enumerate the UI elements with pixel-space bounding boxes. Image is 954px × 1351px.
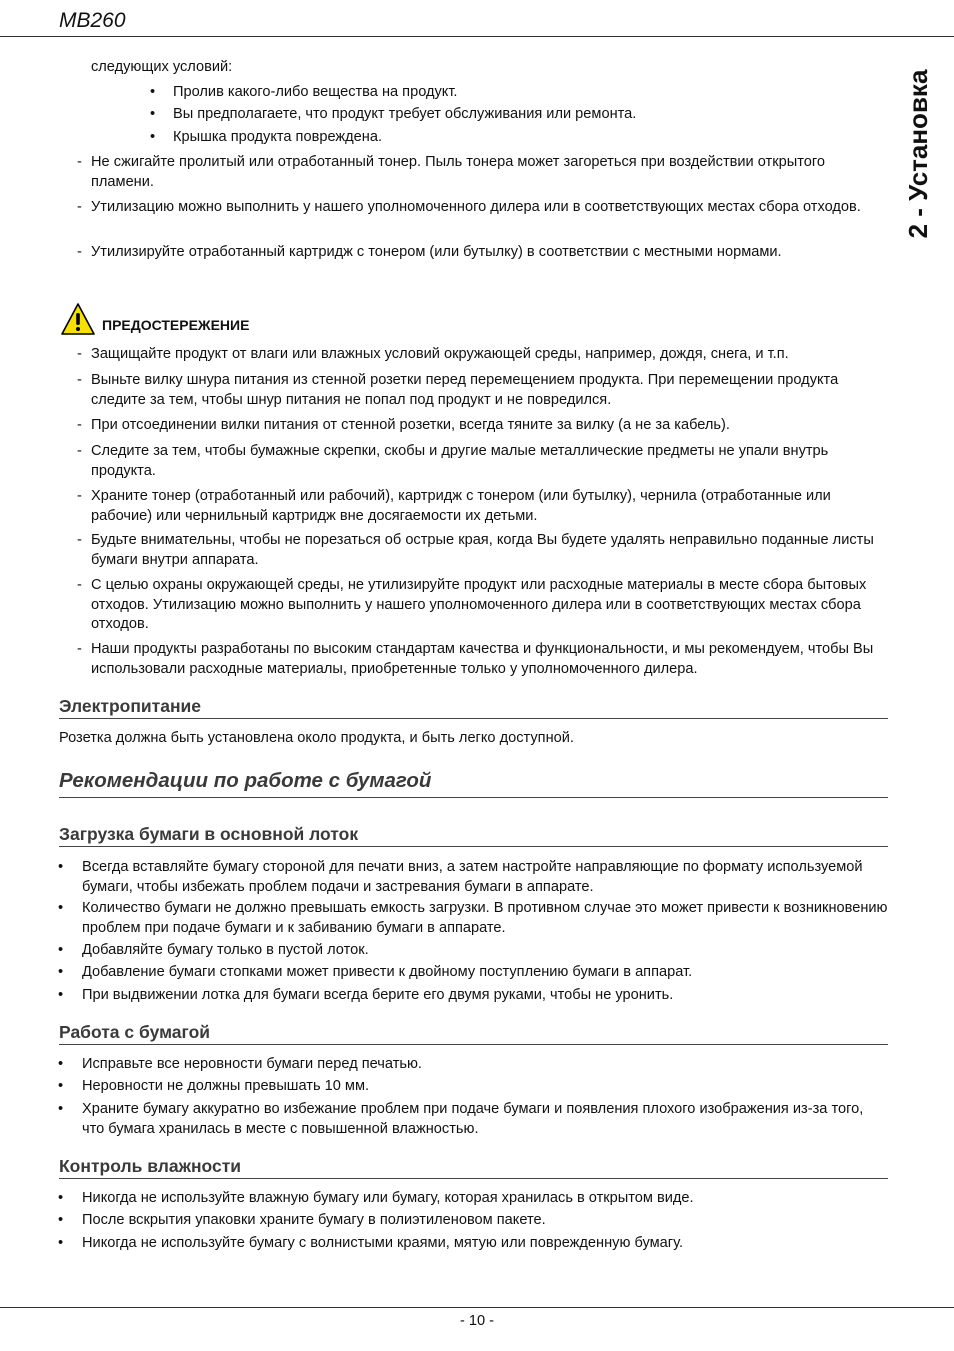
list-item: • Количество бумаги не должно превышать емкость загрузки. В противном случае это может привести к возникновению проблем при подаче бумаги и к забиванию бумаги в аппарате. — [82, 899, 888, 938]
caution-title: ПРЕДОСТЕРЕЖЕНИЕ — [102, 317, 250, 333]
list-item: • Добавление бумаги стопками может привести к двойному поступлению бумаги в аппарат. — [82, 963, 888, 983]
list-item: • Храните бумагу аккуратно во избежание проблем при подаче бумаги и появления плохого изображения из-за того, что бумага хранилась в месте с повышенной влажностью. — [82, 1100, 888, 1139]
list-item: • При выдвижении лотка для бумаги всегда берите его двумя руками, чтобы не уронить. — [82, 986, 888, 1006]
list-item: • Никогда не используйте бумагу с волнистыми краями, мятую или поврежденную бумагу. — [82, 1234, 888, 1254]
list-item: - С целью охраны окружающей среды, не утилизируйте продукт или расходные материалы в месте сбора бытовых отходов. Утилизацию можно выполнить у нашего уполномоченного дилера или в соответствующих местах сбора отходов. — [91, 576, 888, 635]
header-divider — [0, 36, 954, 37]
list-item: • Вы предполагаете, что продукт требует обслуживания или ремонта. — [173, 105, 873, 125]
list-item: - Храните тонер (отработанный или рабочий), картридж с тонером (или бутылку), чернила (отработанные или рабочие) или чернильный картридж вне досягаемости их детьми. — [91, 487, 888, 526]
list-item: - Наши продукты разработаны по высоким стандартам качества и функциональности, и мы рекомендуем, чтобы Вы использовали расходные материалы, приобретенные только у уполномоченного дилера. — [91, 640, 888, 679]
list-item: • Никогда не используйте влажную бумагу или бумагу, которая хранилась в открытом виде. — [82, 1189, 888, 1209]
list-item: • Всегда вставляйте бумагу стороной для печати вниз, а затем настройте направляющие по формату используемой бумаги, чтобы избежать проблем подачи и застревания бумаги в аппарате. — [82, 858, 888, 897]
list-item: • Пролив какого-либо вещества на продукт. — [173, 83, 873, 103]
list-item: • Исправьте все неровности бумаги перед печатью. — [82, 1055, 888, 1075]
list-item: • Неровности не должны превышать 10 мм. — [82, 1077, 888, 1097]
section-heading-power: Электропитание — [59, 695, 888, 719]
chapter-tab-label: 2 - Установка — [903, 69, 933, 239]
intro-lead: следующих условий: — [91, 59, 233, 75]
list-item: • Крышка продукта повреждена. — [173, 128, 873, 148]
chapter-tab — [896, 58, 940, 258]
list-item: - Выньте вилку шнура питания из стенной розетки перед перемещением продукта. При перемещении продукта следите за тем, чтобы шнур питания не попал под продукт и не повредился. — [91, 371, 888, 410]
power-text: Розетка должна быть установлена около продукта, и быть легко доступной. — [59, 730, 574, 746]
list-item: - Следите за тем, чтобы бумажные скрепки, скобы и другие малые металлические предметы не упали внутрь продукта. — [91, 442, 888, 481]
list-item: - Защищайте продукт от влаги или влажных условий окружающей среды, например, дождя, снега, и т.п. — [91, 345, 888, 365]
warning-icon — [61, 303, 95, 335]
list-item: - Утилизируйте отработанный картридж с тонером (или бутылку) в соответствии с местными нормами. — [91, 243, 888, 263]
list-item: • После вскрытия упаковки храните бумагу в полиэтиленовом пакете. — [82, 1211, 888, 1231]
page-number: - 10 - — [459, 1313, 495, 1329]
list-item: - Не сжигайте пролитый или отработанный тонер. Пыль тонера может загореться при воздействии открытого пламени. — [91, 153, 888, 192]
section-heading-handling: Работа с бумагой — [59, 1021, 888, 1045]
footer-divider — [0, 1307, 954, 1308]
list-item: • Добавляйте бумагу только в пустой лоток. — [82, 941, 888, 961]
section-heading-humidity: Контроль влажности — [59, 1155, 888, 1179]
section-heading-loading: Загрузка бумаги в основной лоток — [59, 823, 888, 847]
list-item: - Утилизацию можно выполнить у нашего уполномоченного дилера или в соответствующих местах сбора отходов. — [91, 198, 888, 218]
document-title: MB260 — [59, 9, 126, 32]
section-heading-paper: Рекомендации по работе с бумагой — [59, 768, 888, 798]
list-item: - При отсоединении вилки питания от стенной розетки, всегда тяните за вилку (а не за кабель). — [91, 416, 888, 436]
list-item: - Будьте внимательны, чтобы не порезаться об острые края, когда Вы будете удалять неправильно поданные листы бумаги внутри аппарата. — [91, 531, 888, 570]
